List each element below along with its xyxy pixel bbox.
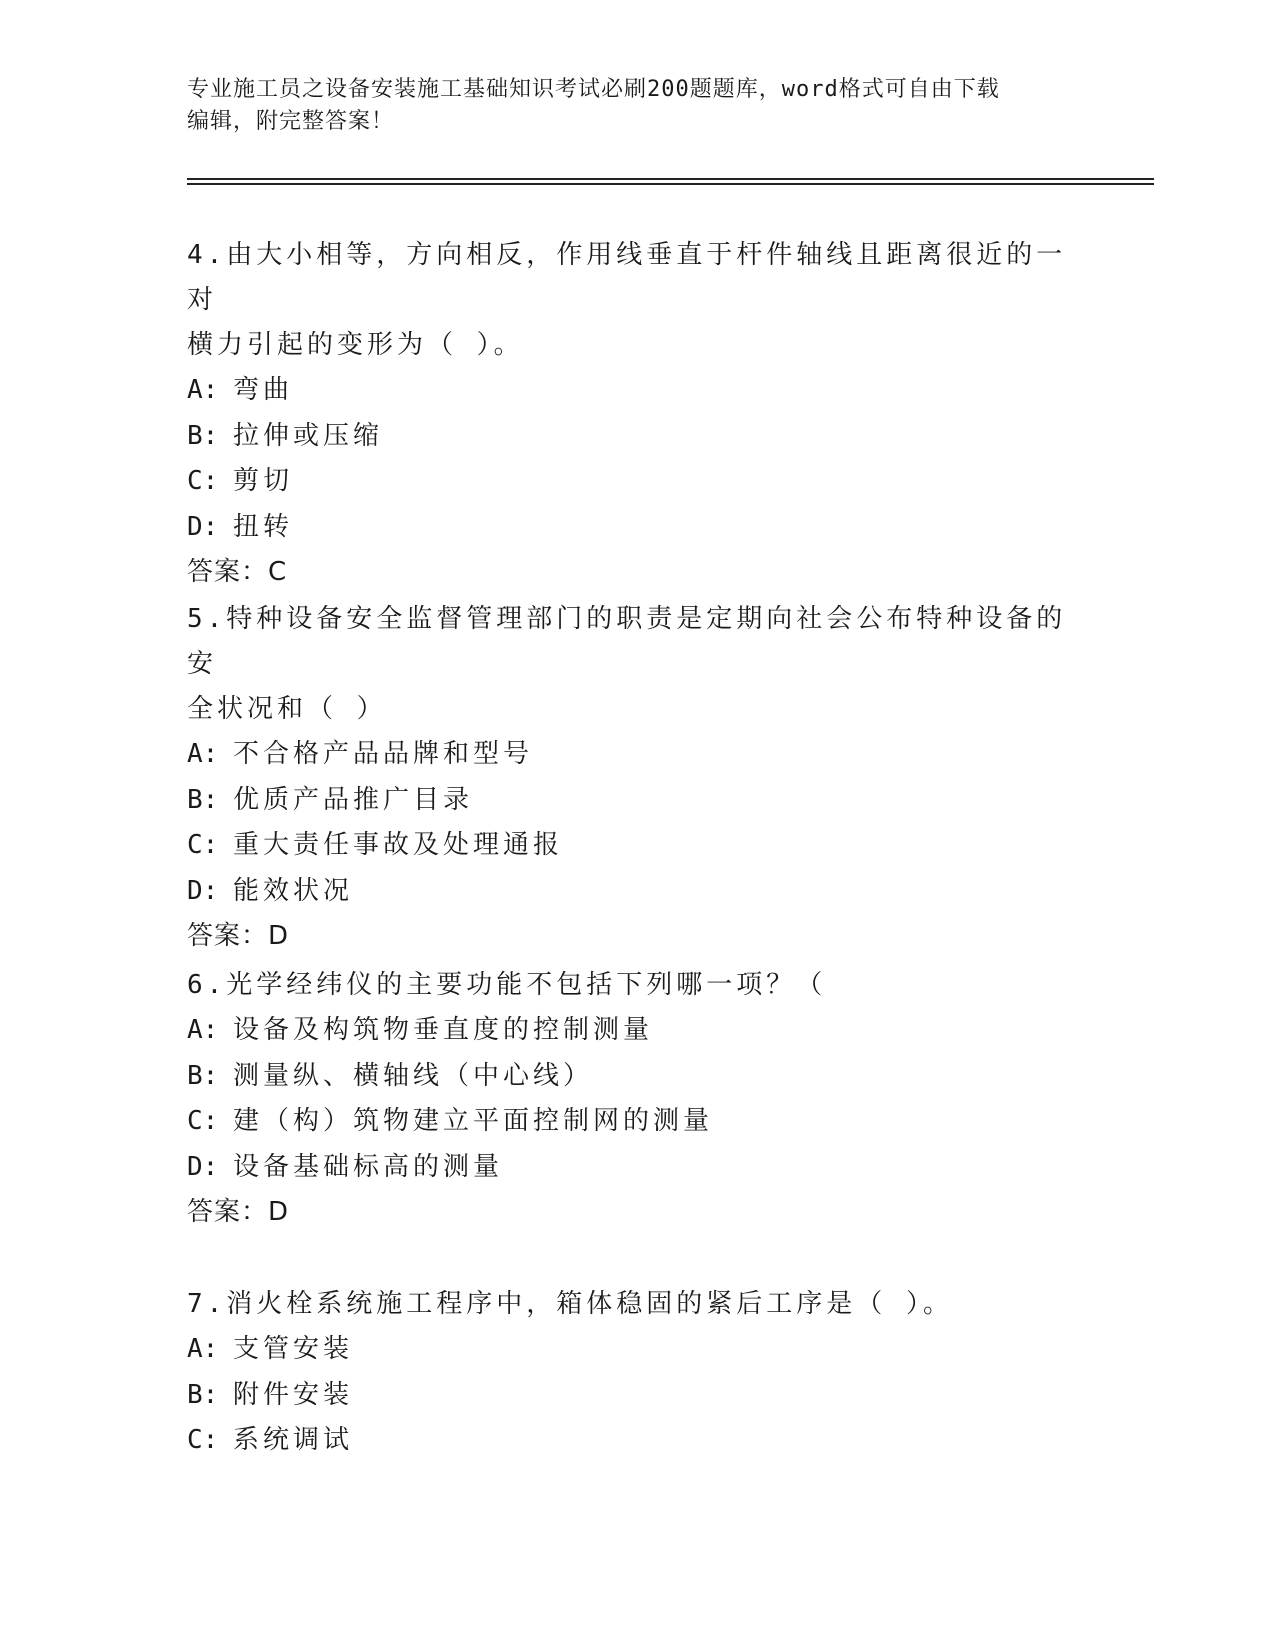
option-d: [187, 869, 1087, 915]
question-stem-line: 横力引起的变形为（ ）。: [187, 330, 524, 360]
option-letter: C:: [187, 830, 219, 860]
option-text: 重大责任事故及处理通报: [233, 830, 564, 860]
question-5: [187, 597, 1087, 960]
header-line-2: 编辑，附完整答案！: [187, 109, 395, 134]
answer-line: 答案：C: [187, 557, 288, 587]
option-letter: C:: [187, 466, 219, 496]
option-text: 剪切: [233, 466, 294, 496]
option-d: [187, 1145, 1087, 1191]
option-letter: C:: [187, 1425, 219, 1455]
option-a: [187, 732, 1087, 778]
option-letter: B:: [187, 1379, 219, 1410]
option-text: 不合格产品品牌和型号: [233, 739, 534, 769]
option-text: 设备及构筑物垂直度的控制测量: [233, 1015, 654, 1045]
option-letter: D:: [187, 1151, 219, 1182]
option-a: [187, 368, 1087, 414]
option-letter: D:: [187, 511, 219, 542]
option-c: [187, 1099, 1087, 1145]
option-c: [187, 1418, 1087, 1464]
option-letter: A:: [187, 739, 219, 769]
header-divider-top: [187, 178, 1154, 180]
option-letter: D:: [187, 875, 219, 906]
option-letter: B:: [187, 1060, 219, 1091]
option-letter: A:: [187, 1334, 219, 1364]
option-d: [187, 505, 1087, 551]
option-letter: A:: [187, 375, 219, 405]
option-text: 设备基础标高的测量: [233, 1151, 504, 1182]
question-stem-line: 4.由大小相等，方向相反，作用线垂直于杆件轴线且距离很近的一对: [187, 240, 1067, 315]
option-text: 测量纵、横轴线（中心线）: [233, 1060, 594, 1091]
option-text: 能效状况: [233, 875, 354, 906]
option-text: 支管安装: [233, 1334, 354, 1364]
question-7: [187, 1282, 1087, 1464]
header-divider-bottom: [187, 183, 1154, 185]
question-6: [187, 963, 1087, 1236]
option-text: 拉伸或压缩: [233, 420, 384, 451]
option-letter: A:: [187, 1015, 219, 1045]
option-letter: B:: [187, 784, 219, 815]
option-letter: C:: [187, 1106, 219, 1136]
question-stem-line: 7.消火栓系统施工程序中，箱体稳固的紧后工序是（ ）。: [187, 1289, 953, 1319]
option-text: 优质产品推广目录: [233, 784, 474, 815]
document-header: [187, 74, 1087, 138]
option-b: [187, 778, 1087, 824]
answer-line: 答案：D: [187, 1197, 290, 1227]
option-text: 附件安装: [233, 1379, 354, 1410]
answer-line: 答案：D: [187, 921, 290, 951]
option-text: 弯曲: [233, 375, 294, 405]
option-a: [187, 1008, 1087, 1054]
option-text: 扭转: [233, 511, 294, 542]
option-b: [187, 1373, 1087, 1419]
option-c: [187, 823, 1087, 869]
option-text: 系统调试: [233, 1425, 354, 1455]
question-4: [187, 233, 1087, 596]
option-text: 建（构）筑物建立平面控制网的测量: [233, 1106, 714, 1136]
question-stem-line: 5.特种设备安全监督管理部门的职责是定期向社会公布特种设备的安: [187, 604, 1067, 679]
option-b: [187, 414, 1087, 460]
option-letter: B:: [187, 420, 219, 451]
option-c: [187, 459, 1087, 505]
header-line-1: 专业施工员之设备安装施工基础知识考试必刷200题题库，word格式可自由下载: [187, 77, 1000, 102]
option-b: [187, 1054, 1087, 1100]
option-a: [187, 1327, 1087, 1373]
question-stem-line: 6.光学经纬仪的主要功能不包括下列哪一项？（: [187, 970, 827, 1000]
question-stem-line: 全状况和（ ）: [187, 694, 387, 724]
